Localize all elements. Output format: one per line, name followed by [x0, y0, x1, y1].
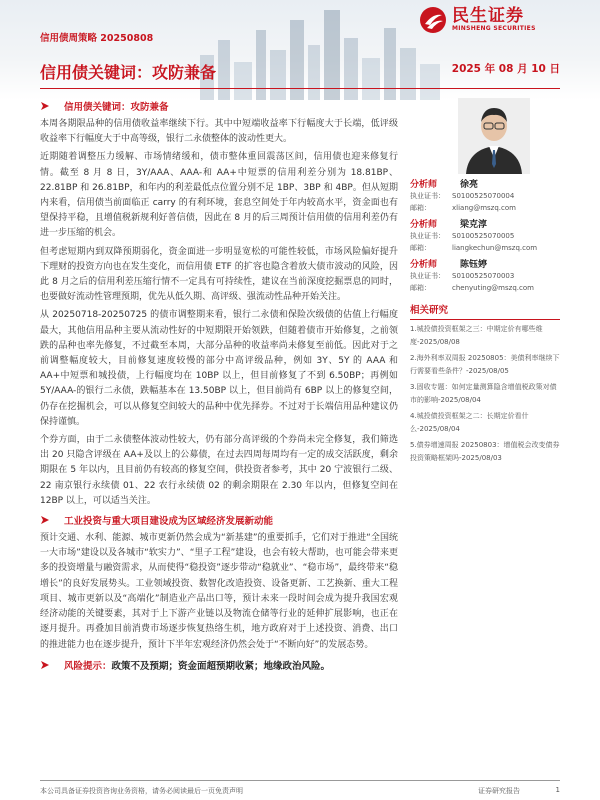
body-paragraph: 预计交通、水利、能源、城市更新仍然会成为“新基建”的重要抓手，它们对于推进“全国统一大市场”建设以及各城市“软实力”、“里子工程”建设，也会有较大帮助，也可能会带来更多的投资增量与融资需求，从而使得“稳投资”逐步带动“稳就业”、“稳市场”，最终带来“稳增长”的良好发展势头。工业领域投资、数智化改造投资、设备更新、工艺换新、重大工程项目、城市更新以及“高端化”制造业产品出口等，预计未来一段时间会成为提升我国宏观经济动能的关键要素，其对于上下游产业链以及物流仓储等行业的延伸扩展影响，也正在逐月提升。再叠加目前消费市场逐步恢复热络生机，地方政府对于上述投资、消费、出口的推进能力也在逐步提升，预计下半年宏观经济仍然会处于“不断向好”的发展态势。: [40, 533, 398, 650]
header-divider: [40, 88, 560, 89]
main-content: [40, 98, 398, 672]
related-research-link[interactable]: 1.城投债投资框架之三：中期定价有哪些维度-2025/08/08: [410, 325, 543, 346]
related-research-link[interactable]: 4.城投债投资框架之二：长期定价看什么-2025/08/04: [410, 412, 529, 433]
email-label: 邮箱：: [410, 244, 431, 252]
cert-number: S0100525070005: [452, 232, 515, 240]
analyst-name: 陈钰婷: [460, 259, 488, 270]
logo-english-name: MINSHENG SECURITIES: [452, 25, 536, 32]
arrow-bullet-icon: [40, 660, 50, 670]
logo-chinese-name: 民生证券: [452, 6, 524, 26]
email-label: 邮箱：: [410, 284, 431, 292]
risk-label: 风险提示：: [64, 660, 112, 672]
analyst-name: 徐亮: [460, 179, 479, 190]
body-paragraph: 本周各期限品种的信用债收益率继续下行。其中中短端收益率下行幅度大于长端，低评级收益率下行幅度大于中高等级，银行二永债整体的波动性更大。: [40, 119, 398, 145]
related-research-title: 相关研究: [410, 302, 560, 320]
report-header: [0, 0, 600, 100]
footer-disclaimer: 本公司具备证券投资咨询业务资格，请务必阅读最后一页免责声明: [40, 787, 243, 795]
analyst-block: [410, 176, 560, 214]
body-paragraph: 但考虑短期内到双降预期弱化，资金面进一步明显宽松的可能性较低，市场风险偏好提升下理财的投资方向也在发生变化，而信用债 ETF 的扩容也隐含着放大债市波动的风险，因此 8 月之后的信用利差压缩行情不一定具有可持续性，建议在当前深度挖掘票息的同时，也要做好流动性管理预期，优先从低久期、高评级、强流动性品种开始关注。: [40, 246, 398, 303]
email-link[interactable]: xliang@mszq.com: [452, 204, 516, 212]
related-research-link[interactable]: 3.固收专题：如何定量测算隐含增值税政策对债市的影响-2025/08/04: [410, 383, 557, 404]
related-research-link[interactable]: 5.债券增速周报 20250803：增值税会改变债券投资策略框架吗-2025/08/03: [410, 441, 560, 462]
report-tagline: 信用债周策略 20250808: [40, 33, 154, 44]
analyst-photo: [458, 98, 530, 174]
related-research-link[interactable]: 2.海外利率双周报 20250805：美债利率继续下行需要看些条件？-2025/08/05: [410, 354, 560, 375]
analyst-role: 分析师: [410, 219, 438, 230]
analyst-block: [410, 256, 560, 294]
body-paragraph: 从 20250718-20250725 的债市调整期来看，银行二永债和保险次级债的估值上行幅度最大，其他信用品种主要从流动性好的中短期限开始领跌，但随着债市开始修复，之前领跌的品种也率先修复，不过截至本周，大部分品种的收益率尚未修复至前低。因此对于之前调整幅度较大，目前修复速度较慢的部分中高评级品种，例如 3Y、5Y 的 AAA 和 AA+中短票和城投债，上行幅度均在 10BP 以上，但目前修复了不到 6.50BP；再例如 5Y/AAA-的银行二永债，跌幅基本在 13.50BP 以上，但目前尚有 6BP 以上的修复空间，仍存在挖掘机会，可以从修复空间较大的品种中优先择券。不过对于长端信用品种建议仍保持谨慎。: [40, 310, 398, 427]
cert-label: 执业证书：: [410, 272, 445, 280]
analyst-role: 分析师: [410, 259, 438, 270]
analyst-name: 梁克淳: [460, 219, 488, 230]
analyst-portrait-image: [458, 98, 530, 174]
analyst-block: [410, 216, 560, 254]
footer-divider: [40, 780, 560, 781]
section-title-2: [40, 512, 398, 528]
minsheng-logo-icon: [418, 5, 448, 35]
sidebar: [410, 98, 560, 465]
cert-label: 执业证书：: [410, 192, 445, 200]
arrow-bullet-icon: [40, 101, 50, 111]
email-label: 邮箱：: [410, 204, 431, 212]
report-date: 2025 年 08 月 10 日: [451, 63, 560, 75]
arrow-bullet-icon: [40, 515, 50, 525]
city-skyline-image: [190, 0, 450, 100]
page-number: 1: [555, 786, 560, 794]
risk-warning: [40, 658, 398, 672]
section-title-1: [40, 98, 398, 114]
body-paragraph: 近期随着调整压力缓解、市场情绪缓和，债市整体重回震荡区间，信用债也迎来修复行情。截至 8 月 8 日，3Y/AAA、AAA-和 AA+中短票的信用利差分别为 18.81BP、22.81BP 和 26.81BP，和年内的利差最低点位置分别不足 1BP、3BP 和 4BP。但从短期内来看，信用债当前面临正 carry 的有利环境，套息空间处于年内较高水平，资金面也有望保持平稳，且增值税新规利好普信债，因此在 8 月的后三周预计信用债的信用利差仍有进一步压缩的机会。: [40, 152, 398, 239]
section-title-text: 信用债关键词：攻防兼备: [64, 102, 169, 113]
email-link[interactable]: chenyuting@mszq.com: [452, 284, 534, 292]
footer-report-type: 证券研究报告: [478, 787, 520, 795]
report-title: 信用债关键词：攻防兼备: [40, 63, 217, 82]
section-title-text: 工业投资与重大项目建设成为区域经济发展新动能: [64, 516, 274, 528]
cert-number: S0100525070004: [452, 192, 515, 200]
cert-label: 执业证书：: [410, 232, 445, 240]
body-paragraph: 个券方面，由于二永债整体波动性较大，仍有部分高评级的个券尚未完全修复，我们筛选出 20 只隐含评级在 AA+及以上的公募债，在过去四周每周均有一定的成交活跃度，剩余期限在 5 年以内，且目前仍有较高的修复空间，供投资者参考，其中 20 宁波银行二级、22 南京银行永续债 01、22 农行永续债 02 的剩余期限在 2.30 年以内，但修复空间在 12BP 以上，可以适当关注。: [40, 435, 398, 506]
minsheng-logo: [418, 4, 578, 36]
risk-text: 政策不及预期；资金面超预期收紧；地缘政治风险。: [111, 660, 331, 672]
email-link[interactable]: liangkechun@mszq.com: [452, 244, 538, 252]
cert-number: S0100525070003: [452, 272, 515, 280]
analyst-role: 分析师: [410, 179, 438, 190]
